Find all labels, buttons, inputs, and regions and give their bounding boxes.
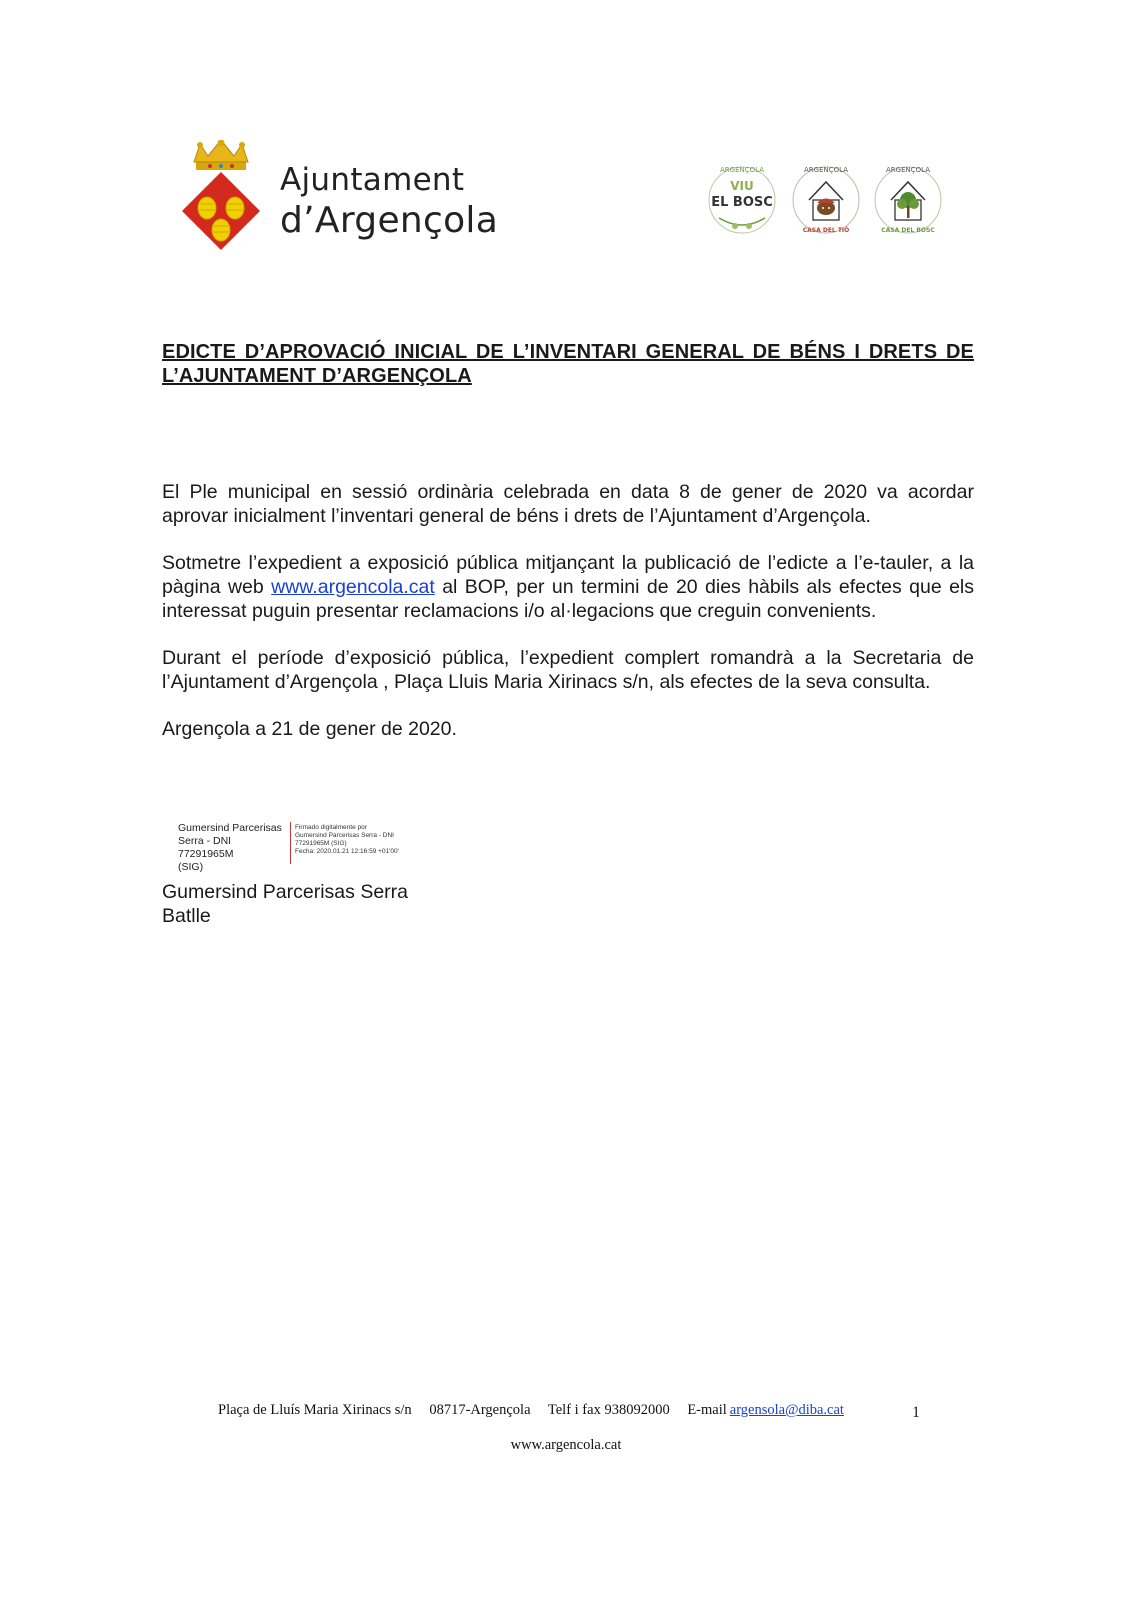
viu-el-bosc-icon [705,160,779,240]
footer-email-link[interactable]: argensola@diba.cat [729,1402,844,1418]
badge3-top: ARGENÇOLA [886,166,930,174]
municipality-name [280,162,498,242]
website-link[interactable]: www.argencola.cat [271,576,435,598]
paragraph-2-after: al BOP, per un termini de 20 dies hàbils als efectes que els interessat puguin presentar reclamacions i/o al·legacions que creguin convenients. [162,576,975,622]
stamp-detail1: Firmado digitalmente por [295,824,367,831]
footer-contact [218,1402,938,1419]
badge2-bottom: CASA DEL TIÓ [802,227,850,234]
paragraph-2 [162,551,974,623]
program-badges [705,160,955,240]
badge1-top: ARGENÇOLA [720,166,764,174]
stamp-detail2: Gumersind Parcerisas Serra - DNI [295,832,394,839]
footer-email-label: E-mail [687,1402,727,1418]
digital-signature-stamp [178,822,418,873]
paragraph-1: El Ple municipal en sessió ordinària celebrada en data 8 de gener de 2020 va acordar aprovar inicialment l’inventari general de béns i drets de l’Ajuntament d’Argençola. [162,481,974,527]
paragraph-2-before: Sotmetre l’expedient a exposició pública mitjançant la publicació de l’edicte a l’e-tauler, a la pàgina web [162,552,974,598]
stamp-detail4: Fecha: 2020.01.21 12:16:59 +01'00' [295,848,399,855]
casa-del-tio-icon [789,160,863,240]
stamp-signer [178,822,288,874]
footer-postal: 08717-Argençola [429,1402,531,1418]
footer-address: Plaça de Lluís Maria Xirinacs s/n [218,1402,412,1418]
footer-phone: Telf i fax 938092000 [547,1402,670,1418]
coat-of-arms-icon [180,140,262,255]
badge2-top: ARGENÇOLA [804,166,848,174]
casa-del-tio-badge [789,160,863,240]
stamp-line1: Gumersind Parcerisas [178,822,282,834]
paragraph-3: Durant el període d’exposició pública, l’expedient complert romandrà a la Secretaria de l’Ajuntament d’Argençola , Plaça Lluis Maria Xirinacs s/n, als efectes de la seva consulta. [162,647,974,693]
casa-del-bosc-badge [871,160,945,240]
casa-del-bosc-icon [871,160,945,240]
paragraph-4-date: Argençola a 21 de gener de 2020. [162,718,457,740]
badge3-bottom: CASA DEL BOSC [881,227,935,234]
org-name-line1: Ajuntament [280,162,465,198]
municipality-logo [180,140,510,255]
stamp-details [295,824,420,856]
footer-website: www.argencola.cat [510,1437,622,1453]
stamp-line3: (SIG) [178,861,204,873]
document-body [162,480,974,764]
stamp-detail3: 77291965M (SIG) [295,840,347,847]
badge1-main1: VIU [730,179,754,193]
stamp-line2: Serra - DNI 77291965M [178,835,234,860]
signer-block [162,880,408,928]
signer-name: Gumersind Parcerisas Serra [162,881,408,903]
document-title: EDICTE D’APROVACIÓ INICIAL DE L’INVENTARI GENERAL DE BÉNS I DRETS DE L’AJUNTAMENT D’ARGENÇOLA [162,341,974,387]
stamp-divider [290,822,291,864]
badge1-main2: EL BOSC [711,195,773,210]
page-number: 1 [912,1404,920,1421]
org-name-line2: d’Argençola [280,200,499,242]
signer-role: Batlle [162,905,211,927]
viu-el-bosc-badge [705,160,779,240]
